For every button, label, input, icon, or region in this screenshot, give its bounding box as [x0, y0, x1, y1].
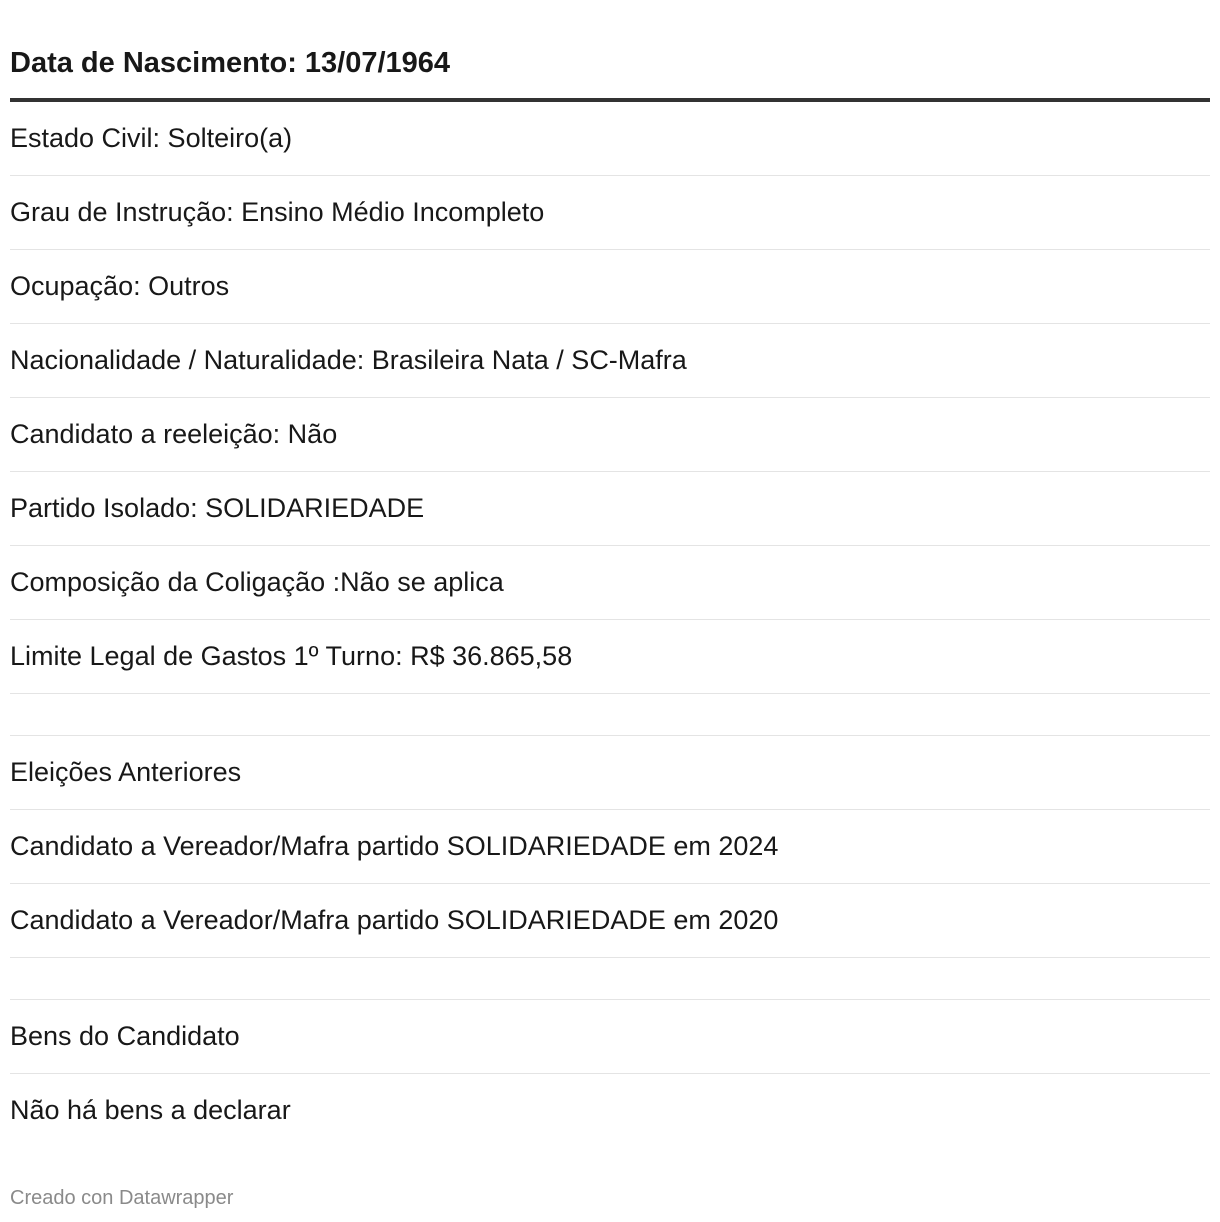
row-text: Não há bens a declarar: [10, 1095, 291, 1125]
row-text: Candidato a reeleição: Não: [10, 419, 338, 449]
datawrapper-credit[interactable]: Creado con Datawrapper: [10, 1187, 234, 1209]
row-text: Candidato a Vereador/Mafra partido SOLIDARIEDADE em 2020: [10, 905, 779, 935]
table-row-nationality: [10, 324, 1210, 398]
row-text: Candidato a Vereador/Mafra partido SOLIDARIEDADE em 2024: [10, 831, 779, 861]
table-header: [10, 0, 1210, 102]
table-row-election-2024: [10, 810, 1210, 884]
row-text: Estado Civil: Solteiro(a): [10, 123, 293, 153]
candidate-info-table: [10, 0, 1210, 1147]
table-row-empty: [10, 958, 1210, 1000]
table-row-occupation: [10, 250, 1210, 324]
table-row-marital-status: [10, 102, 1210, 176]
row-text: Grau de Instrução: Ensino Médio Incompleto: [10, 197, 545, 227]
table-row-empty: [10, 694, 1210, 736]
table-row-election-2020: [10, 884, 1210, 958]
table-row-assets-heading: [10, 1000, 1210, 1074]
table-row-party: [10, 472, 1210, 546]
row-text: Limite Legal de Gastos 1º Turno: R$ 36.865,58: [10, 641, 573, 671]
row-text: Partido Isolado: SOLIDARIEDADE: [10, 493, 425, 523]
birth-date-heading: Data de Nascimento: 13/07/1964: [10, 47, 451, 79]
table-row-reelection: [10, 398, 1210, 472]
row-text: Composição da Coligação :Não se aplica: [10, 567, 504, 597]
row-text: Nacionalidade / Naturalidade: Brasileira Nata / SC-Mafra: [10, 345, 687, 375]
table-row-assets-value: [10, 1074, 1210, 1147]
row-text: Eleições Anteriores: [10, 757, 242, 787]
table-row-previous-elections-heading: [10, 736, 1210, 810]
row-text: Bens do Candidato: [10, 1021, 240, 1051]
table-row-coalition: [10, 546, 1210, 620]
table-row-education: [10, 176, 1210, 250]
table-row-spending-limit: [10, 620, 1210, 694]
row-text: Ocupação: Outros: [10, 271, 230, 301]
